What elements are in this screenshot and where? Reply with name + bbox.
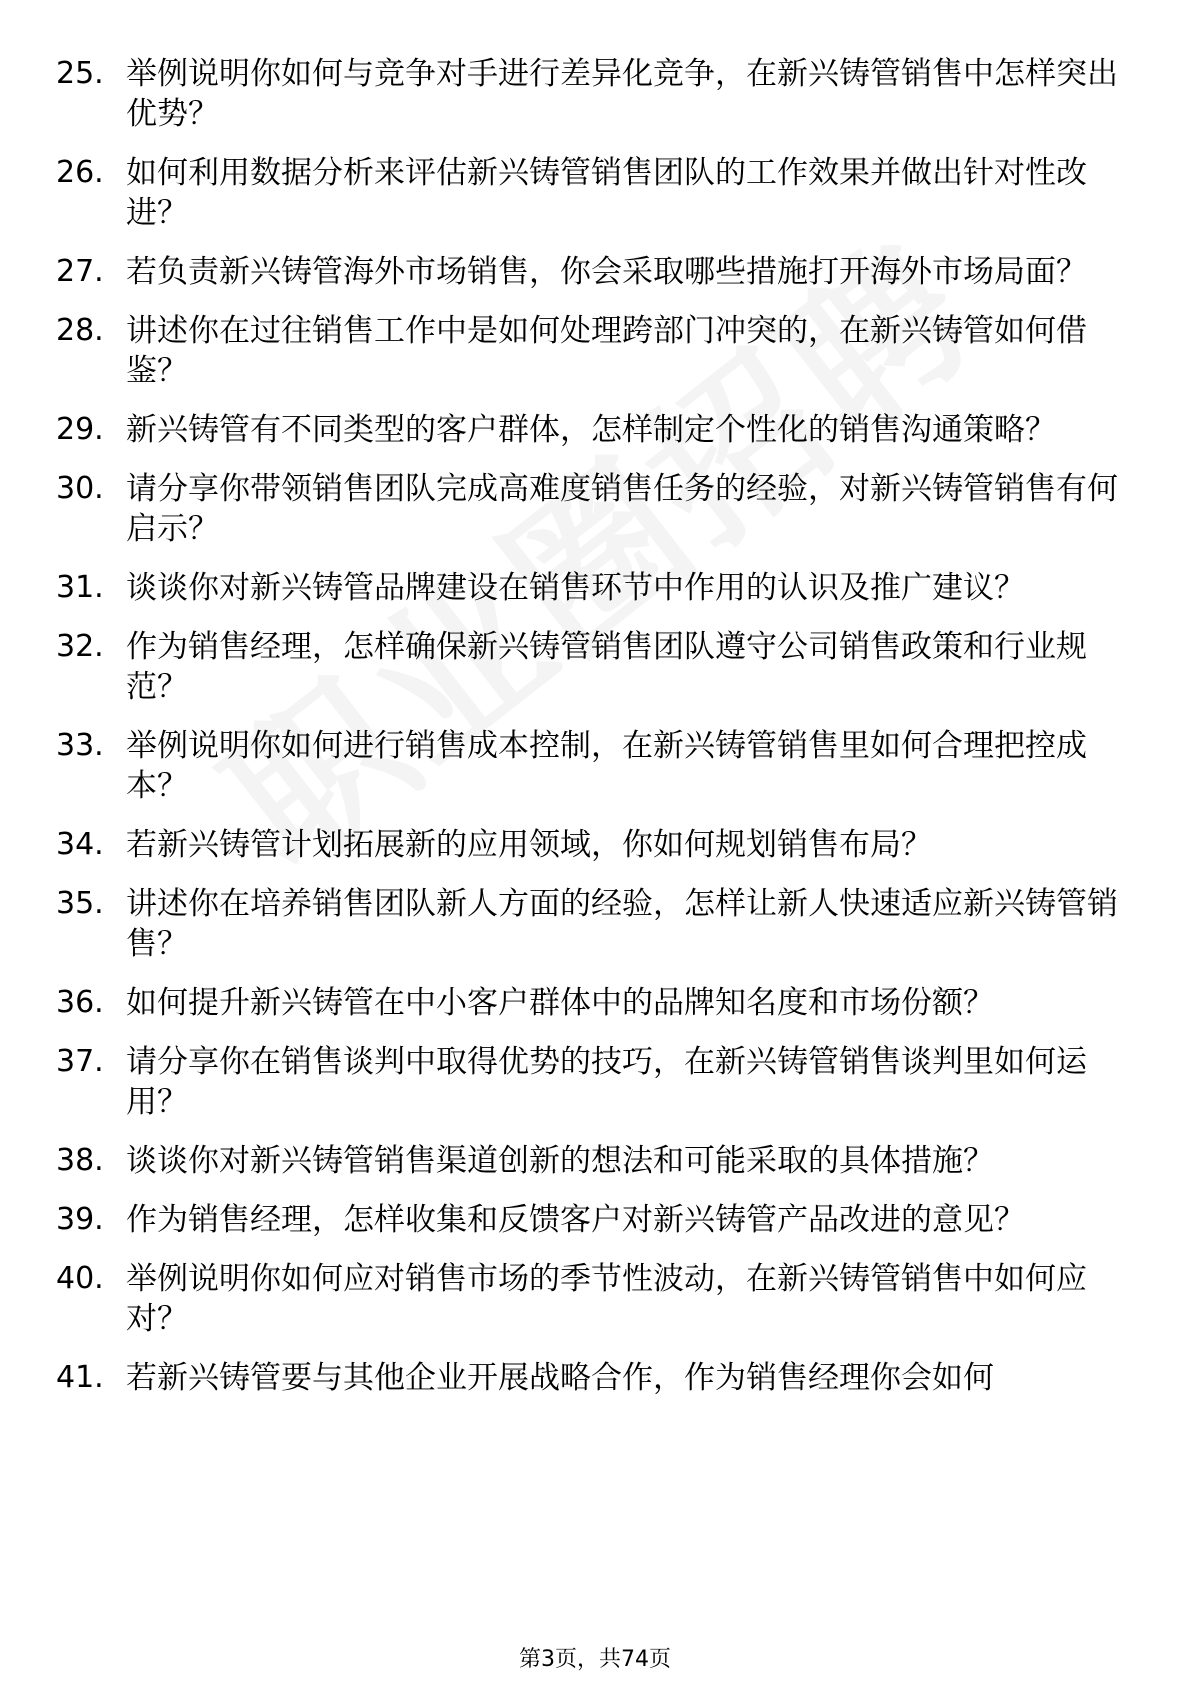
- item-text: 举例说明你如何进行销售成本控制，在新兴铸管销售里如何合理把控成本？: [126, 728, 1087, 804]
- item-text: 举例说明你如何应对销售市场的季节性波动，在新兴铸管销售中如何应对？: [126, 1261, 1087, 1337]
- item-text: 请分享你在销售谈判中取得优势的技巧，在新兴铸管销售谈判里如何运用？: [126, 1044, 1087, 1120]
- item-number: 29.: [56, 412, 104, 447]
- item-text: 如何利用数据分析来评估新兴铸管销售团队的工作效果并做出针对性改进？: [126, 155, 1087, 231]
- item-number: 32.: [56, 629, 104, 664]
- item-number: 40.: [56, 1261, 104, 1296]
- item-number: 34.: [56, 827, 104, 862]
- page-number-label: 第3页，共74页: [519, 1647, 671, 1672]
- item-text: 举例说明你如何与竞争对手进行差异化竞争，在新兴铸管销售中怎样突出优势？: [126, 56, 1118, 132]
- item-text: 讲述你在培养销售团队新人方面的经验，怎样让新人快速适应新兴铸管销售？: [126, 886, 1118, 962]
- item-text: 作为销售经理，怎样确保新兴铸管销售团队遵守公司销售政策和行业规范？: [126, 629, 1087, 705]
- item-number: 37.: [56, 1044, 104, 1079]
- item-number: 30.: [56, 471, 104, 506]
- list-item: [56, 627, 1126, 707]
- item-number: 36.: [56, 985, 104, 1020]
- item-number: 31.: [56, 570, 104, 605]
- list-item: [56, 1141, 1126, 1181]
- list-item: [56, 825, 1126, 865]
- list-item: [56, 311, 1126, 391]
- item-text: 如何提升新兴铸管在中小客户群体中的品牌知名度和市场份额？: [126, 985, 994, 1021]
- list-item: [56, 568, 1126, 608]
- question-list: [56, 54, 1126, 1417]
- item-number: 38.: [56, 1143, 104, 1178]
- list-item: [56, 153, 1126, 233]
- item-number: 26.: [56, 155, 104, 190]
- item-text: 请分享你带领销售团队完成高难度销售任务的经验，对新兴铸管销售有何启示？: [126, 471, 1118, 547]
- item-text: 谈谈你对新兴铸管销售渠道创新的想法和可能采取的具体措施？: [126, 1143, 994, 1179]
- list-item: [56, 469, 1126, 549]
- list-item: [56, 1200, 1126, 1240]
- item-number: 35.: [56, 886, 104, 921]
- item-number: 41.: [56, 1360, 104, 1395]
- item-number: 39.: [56, 1202, 104, 1237]
- item-text: 新兴铸管有不同类型的客户群体，怎样制定个性化的销售沟通策略？: [126, 412, 1056, 448]
- list-item: [56, 1358, 1126, 1398]
- list-item: [56, 983, 1126, 1023]
- item-text: 若新兴铸管要与其他企业开展战略合作，作为销售经理你会如何: [126, 1360, 994, 1396]
- list-item: [56, 1042, 1126, 1122]
- page-footer: [0, 1646, 1190, 1674]
- item-text: 谈谈你对新兴铸管品牌建设在销售环节中作用的认识及推广建议？: [126, 570, 1025, 606]
- item-number: 33.: [56, 728, 104, 763]
- list-item: [56, 252, 1126, 292]
- item-number: 25.: [56, 56, 104, 91]
- list-item: [56, 410, 1126, 450]
- list-item: [56, 726, 1126, 806]
- list-item: [56, 1259, 1126, 1339]
- item-text: 讲述你在过往销售工作中是如何处理跨部门冲突的，在新兴铸管如何借鉴？: [126, 313, 1087, 389]
- list-item: [56, 884, 1126, 964]
- item-text: 若负责新兴铸管海外市场销售，你会采取哪些措施打开海外市场局面？: [126, 254, 1087, 290]
- item-text: 作为销售经理，怎样收集和反馈客户对新兴铸管产品改进的意见？: [126, 1202, 1025, 1238]
- item-number: 27.: [56, 254, 104, 289]
- item-text: 若新兴铸管计划拓展新的应用领域，你如何规划销售布局？: [126, 827, 932, 863]
- item-number: 28.: [56, 313, 104, 348]
- list-item: [56, 54, 1126, 134]
